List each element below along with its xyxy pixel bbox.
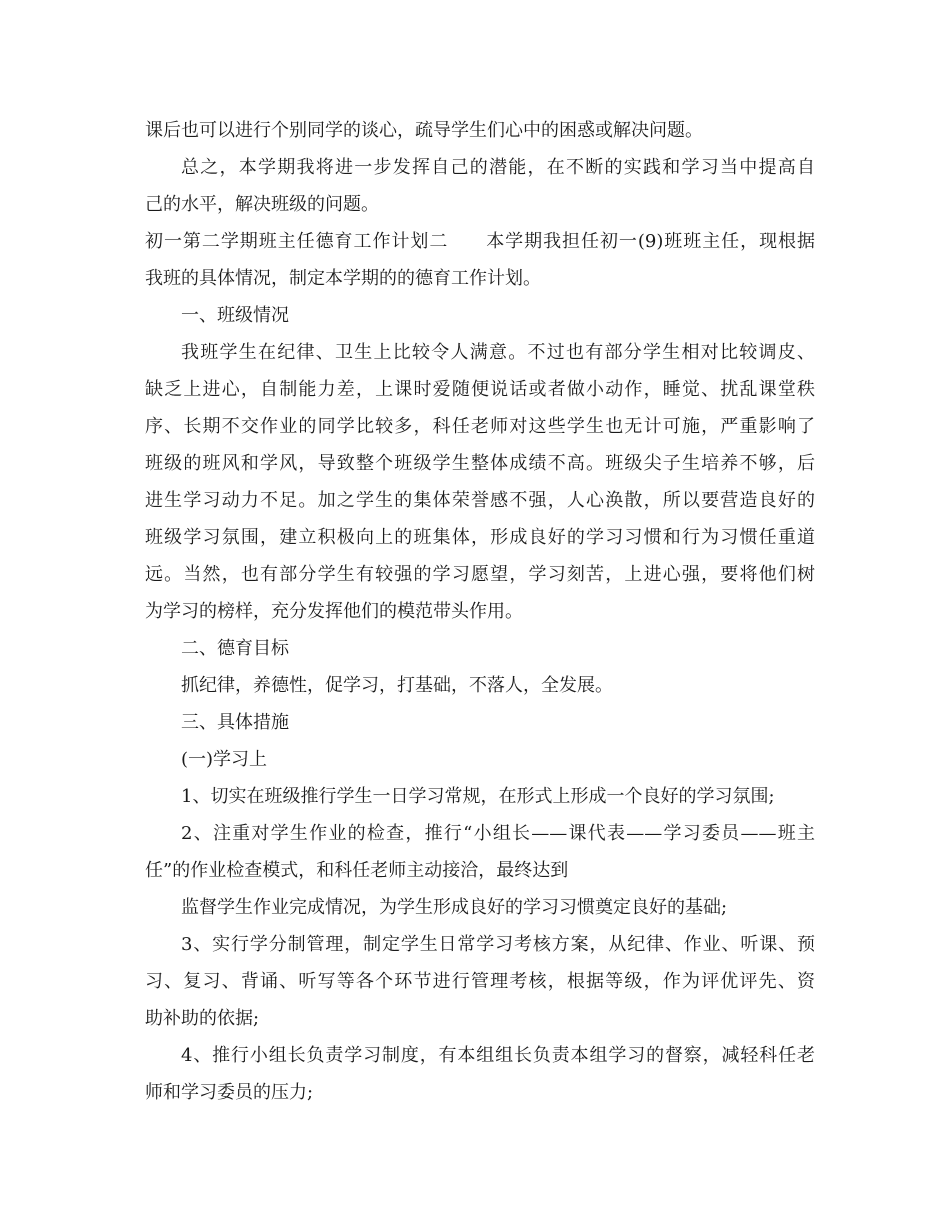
document-body — [145, 112, 815, 1111]
heading-specific-measures: 三、具体措施 — [181, 712, 289, 733]
text-line-26: 4、推行小组长负责学习制度，有本组组长负责本组学习的督察，减轻科任老 — [181, 1045, 815, 1066]
text-line-3: 己的水平，解决班级的问题。 — [145, 194, 379, 215]
text-line-2: 总之，本学期我将进一步发挥自己的潜能，在不断的实践和学习当中提高自 — [181, 157, 815, 178]
text-line-23: 3、实行学分制管理，制定学生日常学习考核方案，从纪律、作业、听课、预 — [181, 934, 815, 955]
heading-class-situation: 一、班级情况 — [181, 305, 289, 326]
text-line-1: 课后也可以进行个别同学的谈心，疏导学生们心中的困惑或解决问题。 — [145, 120, 703, 141]
text-line-14: 为学习的榜样，充分发挥他们的模范带头作用。 — [145, 601, 523, 622]
text-line-11: 进生学习动力不足。加之学生的集体荣誉感不强，人心涣散，所以要营造良好的 — [145, 490, 815, 511]
text-line-21: 任”的作业检查模式，和科任老师主动接洽，最终达到 — [145, 860, 569, 881]
text-line-10: 班级的班风和学风，导致整个班级学生整体成绩不高。班级尖子生培养不够，后 — [145, 453, 815, 474]
text-line-8: 缺乏上进心，自制能力差，上课时爱随便说话或者做小动作，睡觉、扰乱课堂秩 — [145, 379, 815, 400]
text-line-20: 2、注重对学生作业的检查，推行“小组长——课代表——学习委员——班主 — [181, 823, 815, 844]
text-line-5: 我班的具体情况，制定本学期的的德育工作计划。 — [145, 268, 541, 289]
text-line-16: 抓纪律，养德性，促学习，打基础，不落人，全发展。 — [181, 675, 613, 696]
text-line-22: 监督学生作业完成情况，为学生形成良好的学习习惯奠定良好的基础; — [181, 897, 728, 918]
heading-moral-goals: 二、德育目标 — [181, 638, 289, 659]
text-line-24: 习、复习、背诵、听写等各个环节进行管理考核，根据等级，作为评优评先、资 — [145, 971, 815, 992]
text-line-7: 我班学生在纪律、卫生上比较令人满意。不过也有部分学生相对比较调皮、 — [181, 342, 815, 363]
text-line-25: 助补助的依据; — [145, 1008, 260, 1029]
section-title-line: 初一第二学期班主任德育工作计划二 本学期我担任初一(9)班班主任，现根据 — [145, 231, 815, 252]
text-line-19: 1、切实在班级推行学生一日学习常规，在形式上形成一个良好的学习氛围; — [181, 786, 775, 807]
text-line-12: 班级学习氛围，建立积极向上的班集体，形成良好的学习习惯和行为习惯任重道 — [145, 527, 815, 548]
text-line-9: 序、长期不交作业的同学比较多，科任老师对这些学生也无计可施，严重影响了 — [145, 416, 815, 437]
text-line-13: 远。当然，也有部分学生有较强的学习愿望，学习刻苦，上进心强，要将他们树 — [145, 564, 815, 585]
text-line-27: 师和学习委员的压力; — [145, 1082, 314, 1103]
subheading-study: (一)学习上 — [181, 749, 268, 770]
